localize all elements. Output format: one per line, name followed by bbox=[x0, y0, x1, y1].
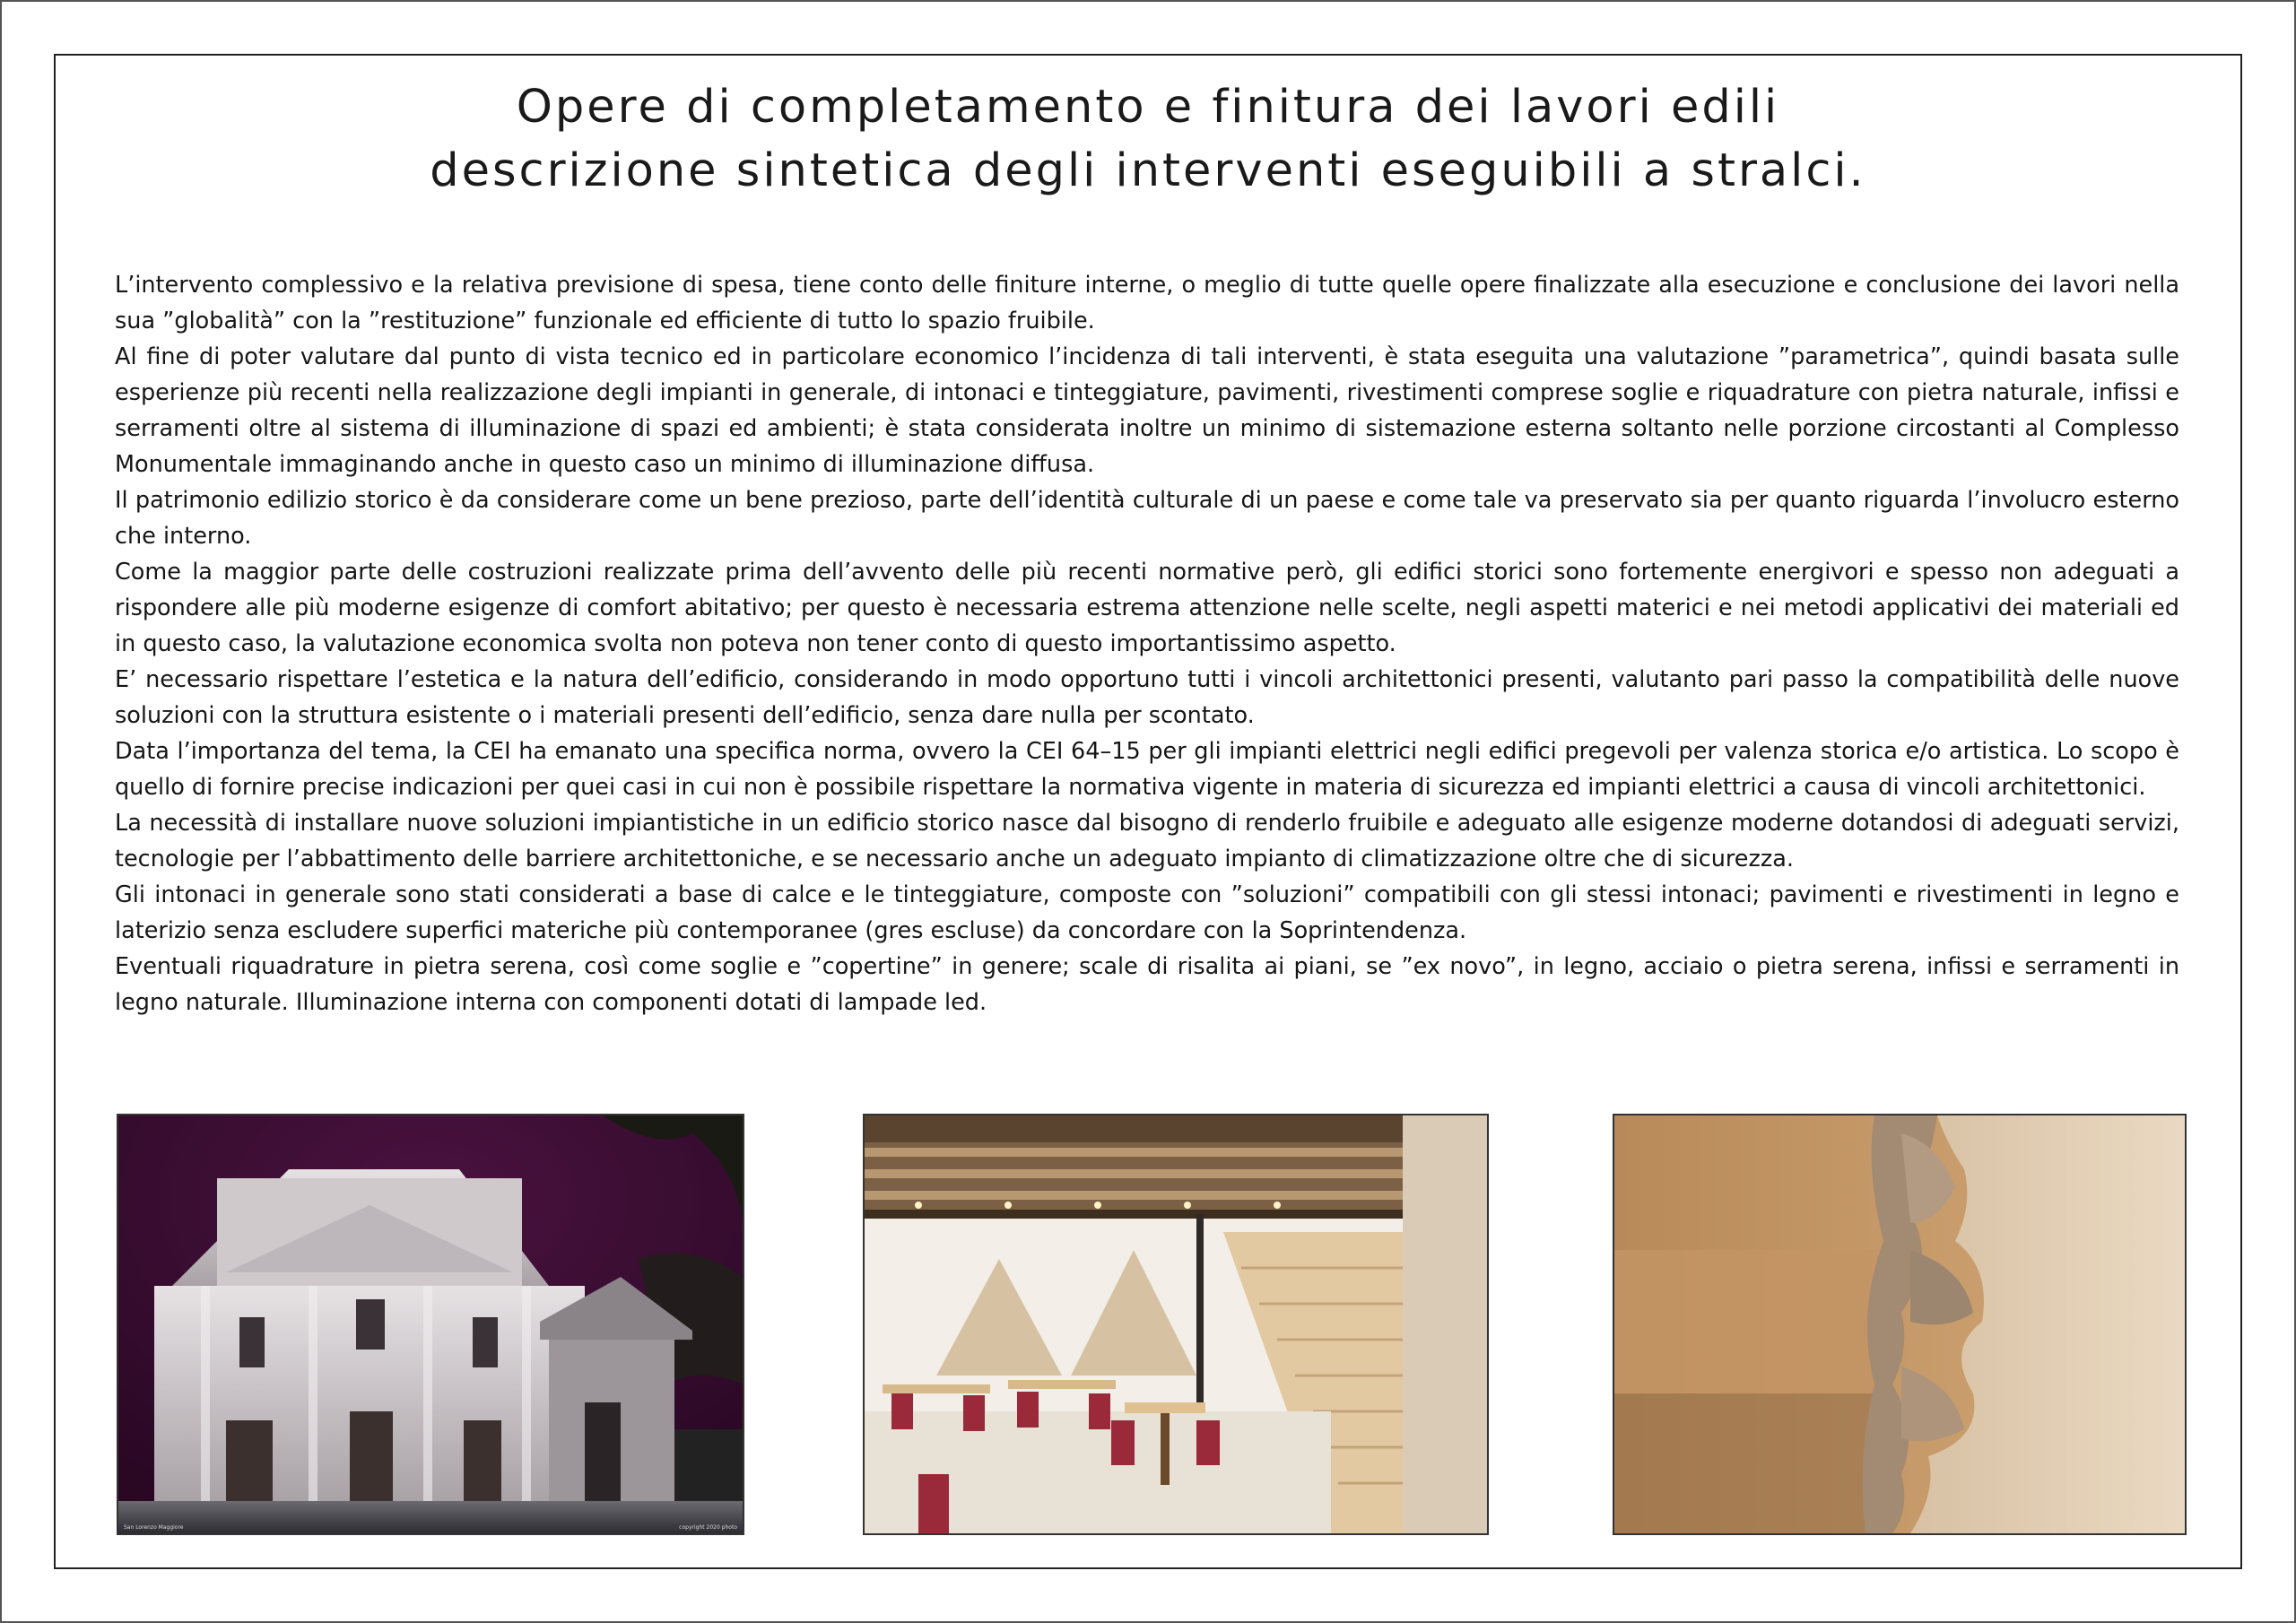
title-line-1: Opere di completamento e finitura dei lavori edili bbox=[516, 81, 1780, 134]
church-night-photo bbox=[117, 1114, 744, 1535]
paragraph: Il patrimonio edilizio storico è da considerare come un bene prezioso, parte dell’identità culturale di un paese e come tale va preservato sia per quanto riguarda l’involucro esterno che interno. bbox=[115, 487, 2179, 550]
paragraph: La necessità di installare nuove soluzioni impiantistiche in un edificio storico nasce dal bisogno di renderlo fruibile e adeguato alle esigenze moderne dotandosi di adeguati servizi, tecnologie per l’abbattimento delle barriere architettoniche, e se necessario anche un adeguato impianto di climatizzazione oltre che di sicurezza. bbox=[115, 810, 2179, 872]
description-body bbox=[115, 267, 2179, 1020]
paragraph: Al fine di poter valutare dal punto di vista tecnico ed in particolare economico l’incidenza di tali interventi, è stata eseguita una valutazione ”parametrica”, quindi basata sulle esperienze più recenti nella realizzazione degli impianti in generale, di intonaci e tinteggiature, pavimenti, rivestimenti comprese soglie e riquadrature con pietra naturale, infissi e serramenti oltre al sistema di illuminazione di spazi ed ambienti; è stata considerata inoltre un minimo di sistemazione esterna soltanto nelle porzione circostanti al Complesso Monumentale immaginando anche in questo caso un minimo di illuminazione diffusa. bbox=[115, 343, 2179, 478]
title-line-2: descrizione sintetica degli interventi eseguibili a stralci. bbox=[430, 144, 1866, 197]
paragraph: L’intervento complessivo e la relativa previsione di spesa, tiene conto delle finiture interne, o meglio di tutte quelle opere finalizzate alla esecuzione e conclusione dei lavori nella sua ”globalità” con la ”restituzione” funzionale ed efficiente di tutto lo spazio fruibile. bbox=[115, 272, 2179, 334]
document-frame bbox=[54, 54, 2242, 1569]
paragraph: Data l’importanza del tema, la CEI ha emanato una specifica norma, ovvero la CEI 64–15 per gli impianti elettrici negli edifici pregevoli per valenza storica e/o artistica. Lo scopo è quello di fornire precise indicazioni per quei casi in cui non è possibile rispettare la normativa vigente in materia di sicurezza ed impianti elettrici a causa di vincoli architettonici. bbox=[115, 738, 2179, 801]
paragraph: Eventuali riquadrature in pietra serena, così come soglie e ”copertine” in genere; scale di risalita ai piani, se ”ex novo”, in legno, acciaio o pietra serena, infissi e serramenti in legno naturale. Illuminazione interna con componenti dotati di lampade led. bbox=[115, 953, 2179, 1016]
photo-caption-left: San Lorenzo Maggiore bbox=[124, 1524, 184, 1531]
photo-caption-right: copyright 2020 photo bbox=[679, 1524, 737, 1531]
paragraph: E’ necessario rispettare l’estetica e la natura dell’edificio, considerando in modo opportuno tutti i vincoli architettonici presenti, valutanto pari passo la compatibilità delle nuove soluzioni con la struttura esistente o i materiali presenti dell’edificio, senza dare nulla per scontato. bbox=[115, 666, 2179, 729]
page-title bbox=[56, 75, 2240, 203]
restaurant-interior-photo bbox=[863, 1114, 1489, 1535]
paragraph: Come la maggior parte delle costruzioni realizzate prima dell’avvento delle più recenti normative però, gli edifici storici sono fortemente energivori e spesso non adeguati a rispondere alle più moderne esigenze di comfort abitativo; per questo è necessaria estrema attenzione nelle scelte, negli aspetti materici e nei metodi applicativi dei materiali ed in questo caso, la valutazione economica svolta non poteva non tener conto di questo importantissimo aspetto. bbox=[115, 559, 2179, 657]
paragraph: Gli intonaci in generale sono stati considerati a base di calce e le tinteggiature, composte con ”soluzioni” compatibili con gli stessi intonaci; pavimenti e rivestimenti in legno e laterizio senza escludere superfici materiche più contemporanee (gres escluse) da concordare con la Soprintendenza. bbox=[115, 881, 2179, 944]
stone-wall-detail-photo bbox=[1613, 1114, 2187, 1535]
